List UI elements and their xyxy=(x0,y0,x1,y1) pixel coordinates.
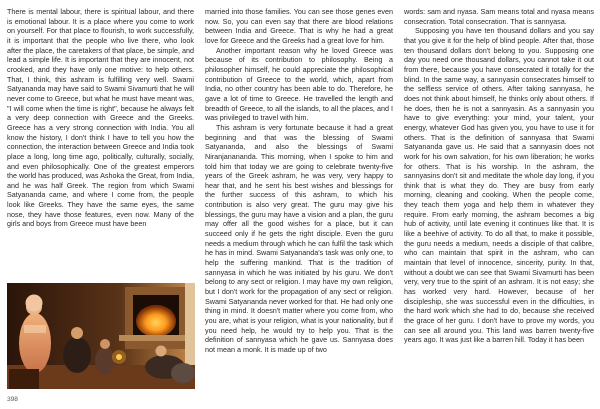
paragraph: words: sam and nyasa. Sam means total and nyasa means consecration. Total consecration. That is sannyasa. xyxy=(404,7,594,26)
event-photo xyxy=(7,283,195,389)
page-number: 398 xyxy=(7,396,18,403)
paragraph: There is mental labour, there is spiritual labour, and there is emotional labour. It is a place where you come to work on yourself. For that place to flourish, to work successfully, it is important that the people who live there, who look after the place, the caretakers of that place, be simple, and lead a simple life. It is important that they are innocent, not crooked, and they have only one motive: to help others. That, I think, this ashram is fulfilling very well. Swami Satyananda may have said to Swami Sivamurti that he will never come to Greece, but what he must have meant was, "I will come when the time is right", because he always felt a very deep connection with Greece and the Greeks. Greece has a very strong connection with India. You all know the history, I don't think I have to tell you how the connection, the interaction between Greece and India took place a long, long time ago, politically, culturally, socially, and even philosophically. One of the greatest emperors the world has produced, was Ashoka the Great, from India, and he was half Greek. The region from which Swami Satyananda came, and where I come from, the people look like Greeks. They have the same eyes, the same nose, they have those features, even now. Many of the girls and boys from Greece must have been xyxy=(7,7,194,229)
text-column-middle xyxy=(205,7,393,403)
paragraph: Supposing you have ten thousand dollars and you say that you give it for the help of blind people. After that, those ten thousand dollars don't belong to you. Supposing one day you need one thousand dollars, you cannot take it out from there, because you have consecrated it totally for the blind. In the same way, a sannyasin consecrates himself to the selfless service of others. After taking sannyasa, he does not think about himself, he thinks only about others. If he does, then he is not a sannyasin. As a sannyasin you have to give everything: your mind, your talent, your energy, whatever God has given you, you have to use it for others. That is the definition of sannyasa that Swami Satyananda gave us. He said that a sannyasin does not work for his own salvation, for his own liberation; he works for others. That is his worship. In the ashram, the sannyasins don't sit and meditate the whole day long, if you think that is what they do. They are busy from early morning, cleaning and cooking. When the people come, they teach them yoga and help them in whatever they require. From early morning, the ashram becomes a big hub of activity, until late evening it continues like that. It is like a beehive of activity. To do all that, to make it possible, the guru needs a medium, needs a disciple of that calibre, who can maintain that spirit in the ashram, who can maintain that level of innocence, sincerity, purity. In that, without a doubt we can see that Swami Sivamurti has been very, very true to the spirit of an ashram. It is not easy; she has worked very hard. However, because of her discipleship, she was successful even in the difficulties, in the hard work which she had to do, because she received the grace of her guru. I don't have to prove my words, you can see all around you. This land was barren twenty-five years ago. It was just like a barren hill. Today it has been xyxy=(404,26,594,345)
text-column-left xyxy=(7,7,194,278)
paragraph: Another important reason why he loved Greece was because of its contribution to philosophy. Being a philosopher himself, he could appreciate the philosophical contribution of Greece to the world, which, apart from India, no other country has been able to do. Therefore, he gave a lot of time to Greece. He travelled the length and breadth of Greece, to all the islands, to all the places, and I was privileged to travel with him. xyxy=(205,45,393,123)
text-column-right xyxy=(404,7,594,395)
paragraph: This ashram is very fortunate because it had a great beginning and that was the blessing of Swami Satyananda, and also the blessings of Swami Niranjanananda. This morning, when I spoke to him and told him that today we are going to celebrate twenty-five years of the Greek ashram, he was very, very happy to hear that, and he sent his best wishes and blessings for the further success of this ashram, to which his contribution is also very great. The guru may give his blessings, the guru may have a vision and a plan, the guru may offer all the good wishes for a place, but it can succeed only if he gets the right disciple. Even the guru needs a medium through which he can fulfil the task which he has in mind. Swami Satyananda's task was only one, to help the suffering mankind. That is the tradition of sannyasa in which he was initiated by his guru. We don't belong to any sect or religion. I may have my own religion, but I don't work for the propagation of any sect or religion. Swami Satyananda never worked for that. He had only one thing in mind. It doesn't matter where you come from, who you are, what is your religion, what is your nationality, but if you need help, he would try to help you. That is the definition of sannyasa which he gave us. Sannyasa does not mean a monk. It is made up of two xyxy=(205,122,393,354)
paragraph: married into those families. You can see those genes even now. So, you can even say that there are blood relations between India and Greece. That is why he had a great love for Greece and the Greeks had a great love for him. xyxy=(205,7,393,45)
